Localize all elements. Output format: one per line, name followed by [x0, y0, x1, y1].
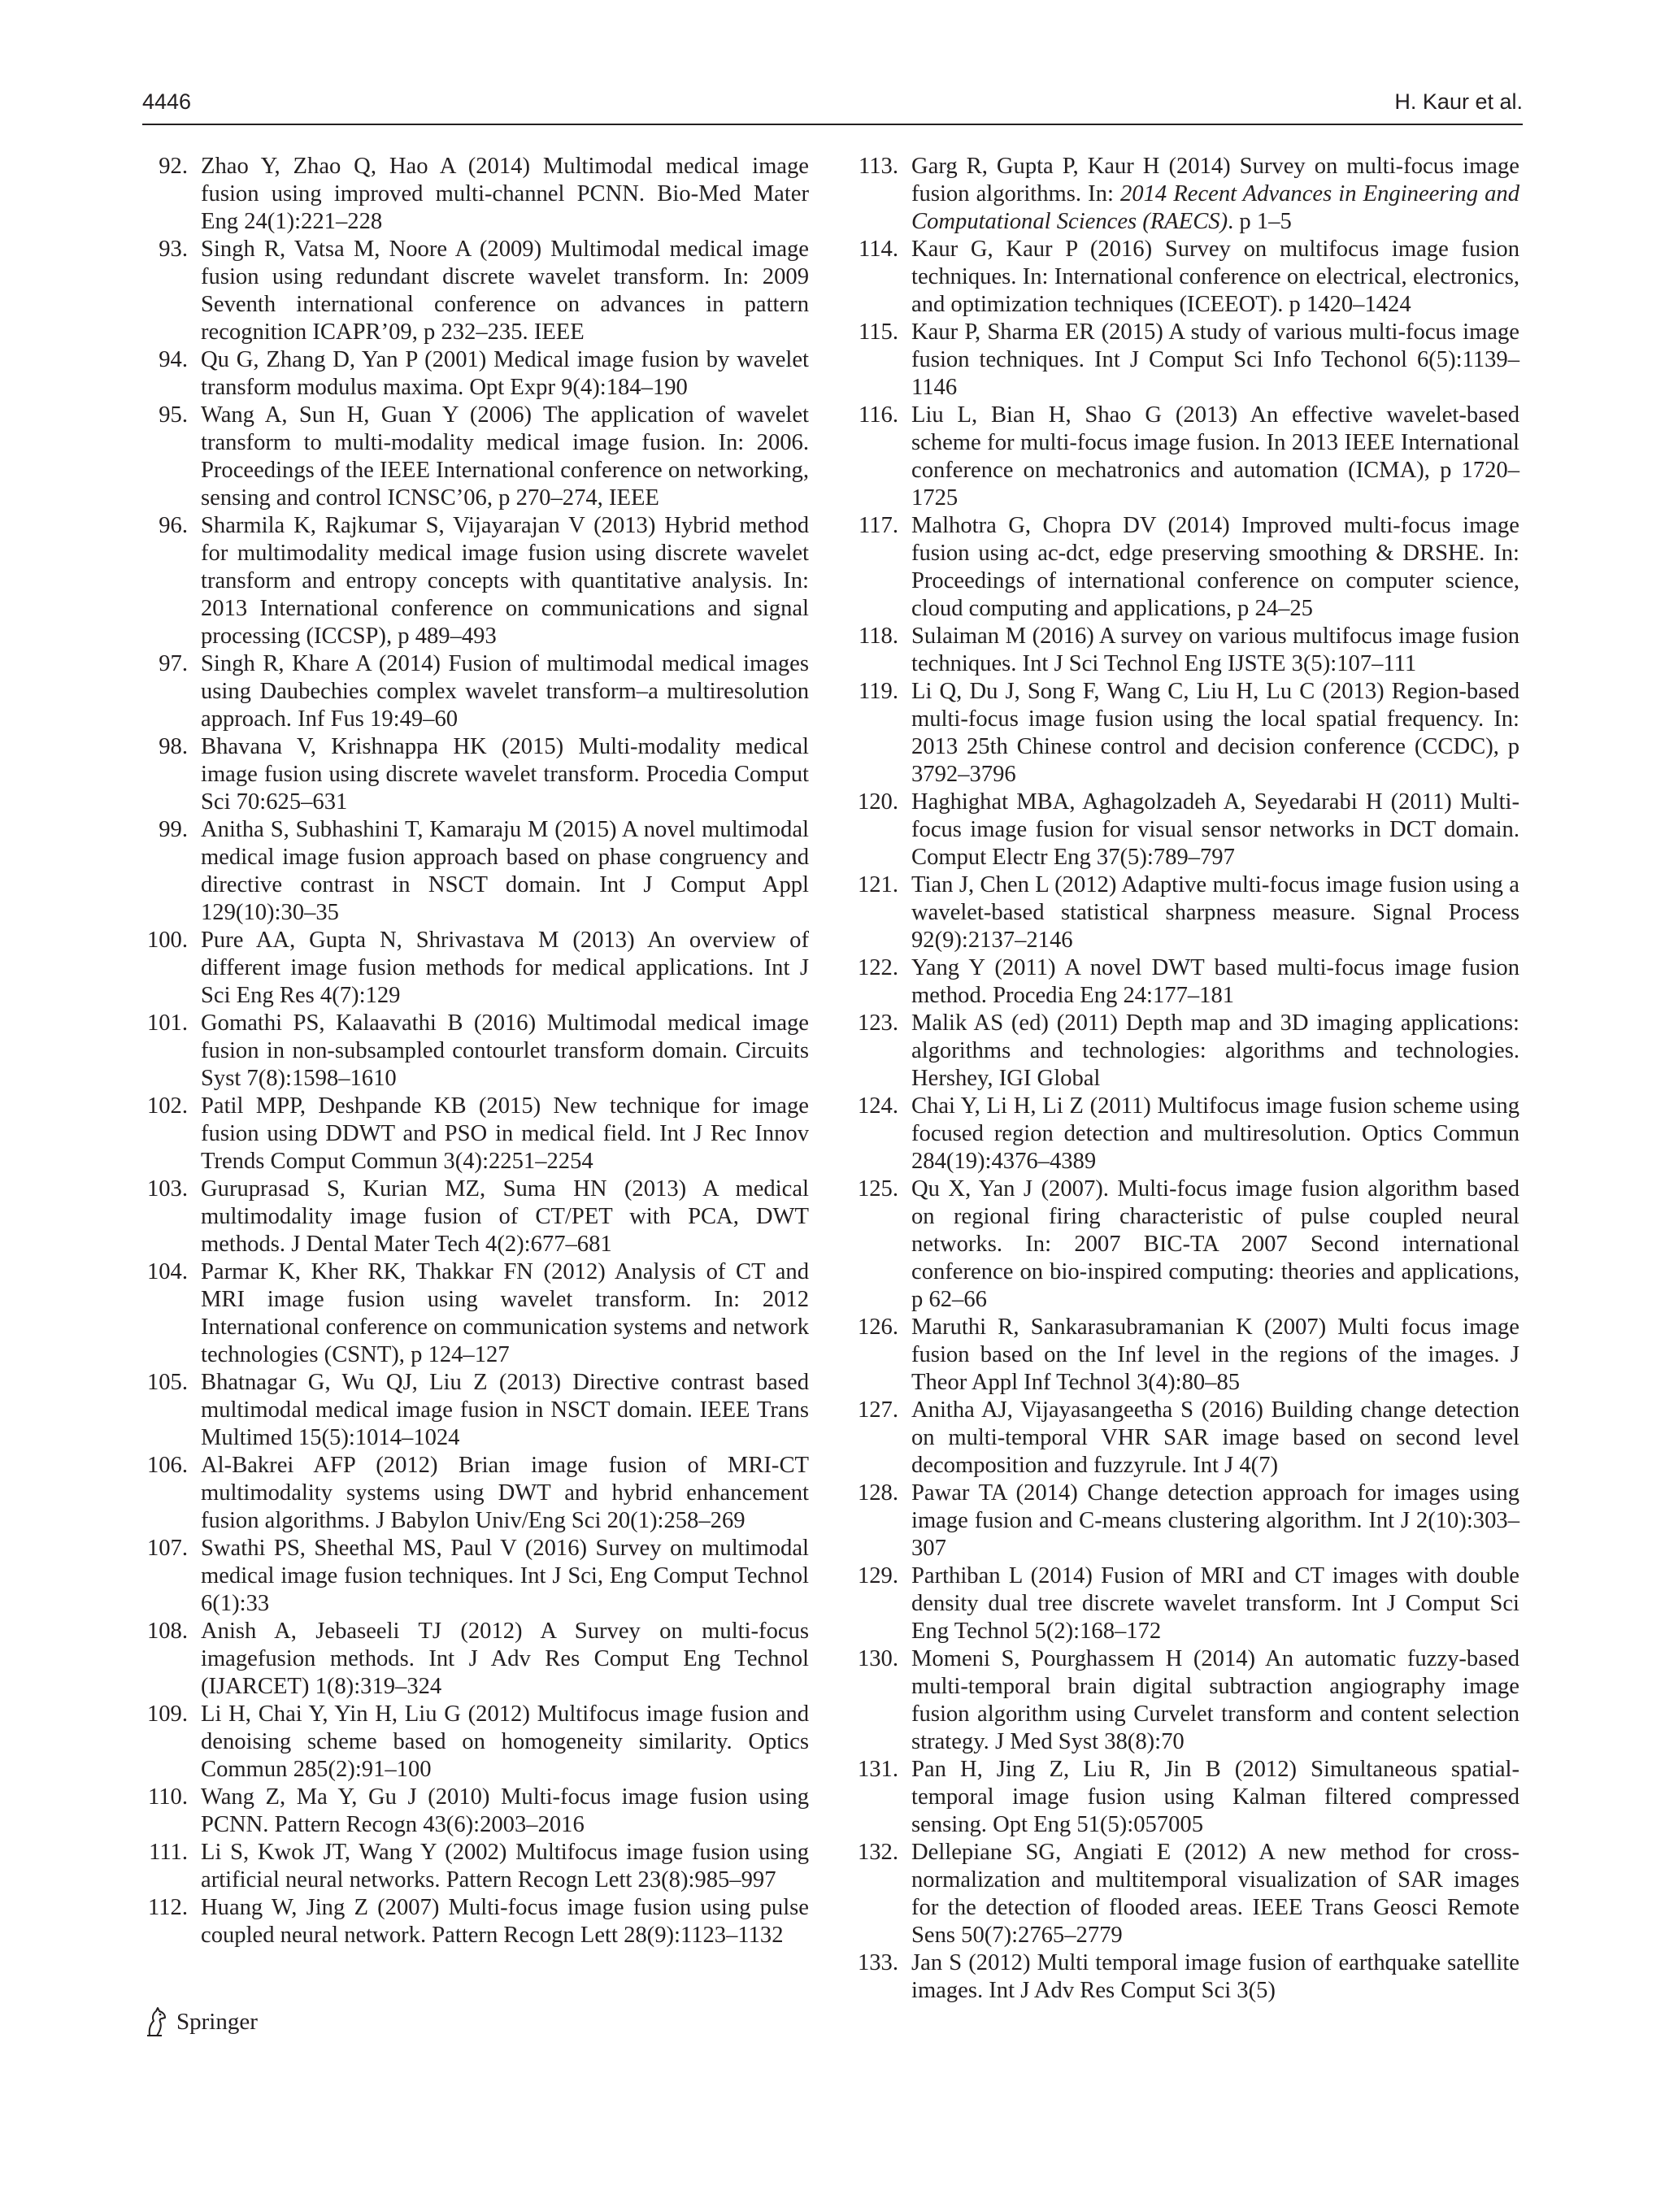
reference-item	[142, 1176, 809, 1258]
reference-text: Jan S (2012) Multi temporal image fusion of earthquake satellite images. Int J Adv Res Comput Sci 3(5)	[911, 1950, 1519, 2003]
reference-item	[853, 1480, 1519, 1562]
reference-text: Wang A, Sun H, Guan Y (2006) The application of wavelet transform to multi-modality medical image fusion. In: 2006. Proceedings of the IEEE International conference on networking, sensing and control ICNSC’06, p 270–274, IEEE	[201, 402, 809, 511]
reference-text: Parmar K, Kher RK, Thakkar FN (2012) Analysis of CT and MRI image fusion using wavelet transform. In: 2012 International conference on communication systems and network technologies (CSNT), p 124–127	[201, 1259, 809, 1367]
running-header	[142, 86, 1523, 125]
reference-text: Anish A, Jebaseeli TJ (2012) A Survey on multi-focus imagefusion methods. Int J Adv Res Comput Eng Technol (IJARCET) 1(8):319–324	[201, 1619, 809, 1699]
reference-number: 120.	[857, 789, 898, 815]
reference-number: 115.	[859, 319, 898, 345]
publisher-footer	[142, 2005, 258, 2039]
reference-text: Qu G, Zhang D, Yan P (2001) Medical image fusion by wavelet transform modulus maxima. Opt Expr 9(4):184–190	[201, 347, 809, 400]
reference-item	[853, 1756, 1519, 1839]
reference-text: Pure AA, Gupta N, Shrivastava M (2013) An overview of different image fusion methods for medical applications. Int J Sci Eng Res 4(7):129	[201, 928, 809, 1008]
reference-number: 101.	[146, 1010, 188, 1036]
reference-number: 129.	[857, 1563, 898, 1588]
reference-number: 103.	[146, 1176, 188, 1202]
reference-number: 92.	[159, 154, 188, 179]
reference-text: Al-Bakrei AFP (2012) Brian image fusion of MRI-CT multimodality systems using DWT and hybrid enhancement fusion algorithms. J Babylon Univ/Eng Sci 20(1):258–269	[201, 1453, 809, 1533]
reference-text: Sulaiman M (2016) A survey on various multifocus image fusion techniques. Int J Sci Technol Eng IJSTE 3(5):107–111	[911, 624, 1519, 676]
reference-number: 102.	[146, 1093, 188, 1119]
reference-item	[853, 319, 1519, 402]
reference-number: 112.	[148, 1895, 188, 1920]
reference-item	[142, 1894, 809, 1949]
reference-text: Sharmila K, Rajkumar S, Vijayarajan V (2013) Hybrid method for multimodality medical image fusion using discrete wavelet transform and entropy concepts with quantitative analysis. In: 2013 International conference on communications and signal processing (ICCSP), p 489–493	[201, 513, 809, 649]
reference-item	[853, 153, 1519, 236]
reference-text: Anitha AJ, Vijayasangeetha S (2016) Building change detection on multi-temporal VHR SAR image based on second level decomposition and fuzzyrule. Int J 4(7)	[911, 1397, 1519, 1478]
reference-text: Li H, Chai Y, Yin H, Liu G (2012) Multifocus image fusion and denoising scheme based on homogeneity similarity. Optics Commun 285(2):91–100	[201, 1701, 809, 1782]
reference-text: Gomathi PS, Kalaavathi B (2016) Multimodal medical image fusion in non-subsampled contourlet transform domain. Circuits Syst 7(8):1598–1610	[201, 1010, 809, 1091]
reference-text: Maruthi R, Sankarasubramanian K (2007) Multi focus image fusion based on the Inf level in the regions of the images. J Theor Appl Inf Technol 3(4):80–85	[911, 1315, 1519, 1395]
reference-item	[142, 346, 809, 402]
reference-item	[853, 1397, 1519, 1480]
reference-item	[142, 1618, 809, 1701]
reference-item	[853, 1839, 1519, 1949]
reference-number: 127.	[857, 1397, 898, 1423]
reference-item	[853, 236, 1519, 319]
reference-number: 111.	[149, 1840, 188, 1865]
reference-number: 118.	[859, 624, 898, 649]
reference-number: 130.	[857, 1646, 898, 1671]
reference-item	[142, 1701, 809, 1784]
reference-text: Malik AS (ed) (2011) Depth map and 3D imaging applications: algorithms and technologies: algorithms and technologies. Hershey, IGI Global	[911, 1010, 1519, 1091]
reference-item	[142, 927, 809, 1010]
reference-number: 109.	[146, 1701, 188, 1727]
reference-item	[853, 789, 1519, 871]
reference-text: Kaur P, Sharma ER (2015) A study of various multi-focus image fusion techniques. Int J Comput Sci Info Techonol 6(5):1139–1146	[911, 319, 1519, 400]
reference-number: 128.	[857, 1480, 898, 1506]
reference-number: 107.	[146, 1536, 188, 1561]
reference-text: Malhotra G, Chopra DV (2014) Improved multi-focus image fusion using ac-dct, edge preserving smoothing & DRSHE. In: Proceedings of international conference on computer science, cloud computing and applications, p 24–25	[911, 513, 1519, 621]
reference-number: 126.	[857, 1315, 898, 1340]
reference-text: Tian J, Chen L (2012) Adaptive multi-focus image fusion using a wavelet-based statistical sharpness measure. Signal Process 92(9):2137–2146	[911, 872, 1519, 953]
reference-number: 104.	[146, 1259, 188, 1284]
reference-item	[853, 1562, 1519, 1645]
reference-item	[142, 1258, 809, 1369]
reference-number: 110.	[148, 1784, 188, 1810]
reference-text: Momeni S, Pourghassem H (2014) An automatic fuzzy-based multi-temporal brain digital subtraction angiography image fusion algorithm using Curvelet transform and content selection strategy. J Med Syst 38(8):70	[911, 1646, 1519, 1754]
reference-item	[853, 871, 1519, 954]
reference-list-right-column	[853, 153, 1519, 2005]
reference-text: Li S, Kwok JT, Wang Y (2002) Multifocus image fusion using artificial neural networks. Pattern Recogn Lett 23(8):985–997	[201, 1840, 809, 1893]
reference-text: Singh R, Vatsa M, Noore A (2009) Multimodal medical image fusion using redundant discrete wavelet transform. In: 2009 Seventh international conference on advances in pattern recognition ICAPR’09, p 232–235. IEEE	[201, 237, 809, 345]
reference-number: 96.	[159, 513, 188, 538]
reference-number: 100.	[146, 928, 188, 953]
reference-item	[142, 1839, 809, 1894]
reference-item	[853, 1093, 1519, 1176]
reference-item	[142, 1010, 809, 1093]
reference-item	[142, 1535, 809, 1618]
reference-text: Li Q, Du J, Song F, Wang C, Liu H, Lu C (2013) Region-based multi-focus image fusion using the local spatial frequency. In: 2013 25th Chinese control and decision conference (CCDC), p 3792–3796	[911, 679, 1519, 787]
reference-number: 94.	[159, 347, 188, 372]
reference-text: Bhavana V, Krishnappa HK (2015) Multi-modality medical image fusion using discrete wavelet transform. Procedia Comput Sci 70:625–631	[201, 734, 809, 815]
reference-text: Bhatnagar G, Wu QJ, Liu Z (2013) Directive contrast based multimodal medical image fusion in NSCT domain. IEEE Trans Multimed 15(5):1014–1024	[201, 1370, 809, 1450]
reference-text: Anitha S, Subhashini T, Kamaraju M (2015) A novel multimodal medical image fusion approach based on phase congruency and directive contrast in NSCT domain. Int J Comput Appl 129(10):30–35	[201, 817, 809, 925]
reference-number: 133.	[857, 1950, 898, 1975]
reference-item	[142, 1784, 809, 1839]
reference-number: 95.	[159, 402, 188, 428]
reference-text: Swathi PS, Sheethal MS, Paul V (2016) Survey on multimodal medical image fusion techniques. Int J Sci, Eng Comput Technol 6(1):33	[201, 1536, 809, 1616]
reference-item	[142, 512, 809, 650]
reference-text: Dellepiane SG, Angiati E (2012) A new method for cross-normalization and multitemporal visualization of SAR images for the detection of flooded areas. IEEE Trans Geosci Remote Sens 50(7):2765–2779	[911, 1840, 1519, 1948]
reference-item	[853, 1949, 1519, 2005]
reference-number: 98.	[159, 734, 188, 759]
reference-item	[853, 1010, 1519, 1093]
reference-number: 106.	[146, 1453, 188, 1478]
reference-item	[853, 1314, 1519, 1397]
reference-number: 117.	[859, 513, 898, 538]
reference-item	[853, 678, 1519, 789]
reference-item	[853, 954, 1519, 1010]
reference-item	[142, 1093, 809, 1176]
reference-number: 125.	[857, 1176, 898, 1202]
reference-number: 105.	[146, 1370, 188, 1395]
reference-text: Haghighat MBA, Aghagolzadeh A, Seyedarabi H (2011) Multi-focus image fusion for visual sensor networks in DCT domain. Comput Electr Eng 37(5):789–797	[911, 789, 1519, 870]
reference-text: Patil MPP, Deshpande KB (2015) New technique for image fusion using DDWT and PSO in medical field. Int J Rec Innov Trends Comput Commun 3(4):2251–2254	[201, 1093, 809, 1174]
reference-text: Kaur G, Kaur P (2016) Survey on multifocus image fusion techniques. In: International conference on electrical, electronics, and optimization techniques (ICEEOT). p 1420–1424	[911, 237, 1519, 317]
publisher-name: Springer	[176, 2008, 258, 2035]
reference-text: Pan H, Jing Z, Liu R, Jin B (2012) Simultaneous spatial-temporal image fusion using Kalman filtered compressed sensing. Opt Eng 51(5):057005	[911, 1757, 1519, 1837]
page-number: 4446	[142, 89, 192, 114]
reference-number: 132.	[857, 1840, 898, 1865]
reference-text: Pawar TA (2014) Change detection approach for images using image fusion and C-means clustering algorithm. Int J 2(10):303–307	[911, 1480, 1519, 1561]
reference-item	[853, 1176, 1519, 1314]
reference-list-left-column	[142, 153, 809, 1949]
reference-text: Huang W, Jing Z (2007) Multi-focus image fusion using pulse coupled neural network. Pattern Recogn Lett 28(9):1123–1132	[201, 1895, 809, 1948]
reference-number: 97.	[159, 651, 188, 676]
reference-number: 116.	[859, 402, 898, 428]
reference-text: Zhao Y, Zhao Q, Hao A (2014) Multimodal medical image fusion using improved multi-channel PCNN. Bio-Med Mater Eng 24(1):221–228	[201, 154, 809, 234]
reference-number: 113.	[859, 154, 898, 179]
reference-number: 108.	[146, 1619, 188, 1644]
reference-number: 119.	[859, 679, 898, 704]
reference-text: Guruprasad S, Kurian MZ, Suma HN (2013) A medical multimodality image fusion of CT/PET with PCA, DWT methods. J Dental Mater Tech 4(2):677–681	[201, 1176, 809, 1257]
reference-number: 121.	[857, 872, 898, 897]
reference-text: Singh R, Khare A (2014) Fusion of multimodal medical images using Daubechies complex wavelet transform–a multiresolution approach. Inf Fus 19:49–60	[201, 651, 809, 732]
reference-item	[142, 402, 809, 512]
reference-item	[142, 733, 809, 816]
reference-item	[142, 816, 809, 927]
reference-number: 123.	[857, 1010, 898, 1036]
reference-number: 122.	[857, 955, 898, 980]
reference-item	[142, 650, 809, 733]
reference-venue-italic: 2014 Recent Advances in Engineering and Computational Sciences (RAECS)	[911, 181, 1519, 234]
reference-item	[853, 512, 1519, 623]
reference-item	[853, 623, 1519, 678]
reference-item	[853, 402, 1519, 512]
springer-horse-icon	[142, 2006, 170, 2037]
reference-number: 93.	[159, 237, 188, 262]
reference-text: Liu L, Bian H, Shao G (2013) An effective wavelet-based scheme for multi-focus image fusion. In 2013 IEEE International conference on mechatronics and automation (ICMA), p 1720–1725	[911, 402, 1519, 511]
reference-text: . p 1–5	[1228, 209, 1292, 234]
reference-text: Parthiban L (2014) Fusion of MRI and CT images with double density dual tree discrete wavelet transform. Int J Comput Sci Eng Technol 5(2):168–172	[911, 1563, 1519, 1644]
reference-item	[853, 1645, 1519, 1756]
reference-item	[142, 236, 809, 346]
reference-text: Yang Y (2011) A novel DWT based multi-focus image fusion method. Procedia Eng 24:177–181	[911, 955, 1519, 1008]
reference-text: Garg R, Gupta P, Kaur H (2014) Survey on multi-focus image fusion algorithms. In:	[911, 154, 1519, 206]
reference-number: 99.	[159, 817, 188, 842]
reference-item	[142, 1369, 809, 1452]
reference-item	[142, 1452, 809, 1535]
reference-number: 114.	[859, 237, 898, 262]
reference-number: 124.	[857, 1093, 898, 1119]
reference-number: 131.	[857, 1757, 898, 1782]
reference-text: Qu X, Yan J (2007). Multi-focus image fusion algorithm based on regional firing characteristic of pulse coupled neural networks. In: 2007 BIC-TA 2007 Second international conference on bio-inspired computing: theories and applications, p 62–66	[911, 1176, 1519, 1312]
reference-text: Chai Y, Li H, Li Z (2011) Multifocus image fusion scheme using focused region detection and multiresolution. Optics Commun 284(19):4376–4389	[911, 1093, 1519, 1174]
reference-text: Wang Z, Ma Y, Gu J (2010) Multi-focus image fusion using PCNN. Pattern Recogn 43(6):2003–2016	[201, 1784, 809, 1837]
running-head-authors: H. Kaur et al.	[1394, 89, 1523, 114]
reference-item	[142, 153, 809, 236]
